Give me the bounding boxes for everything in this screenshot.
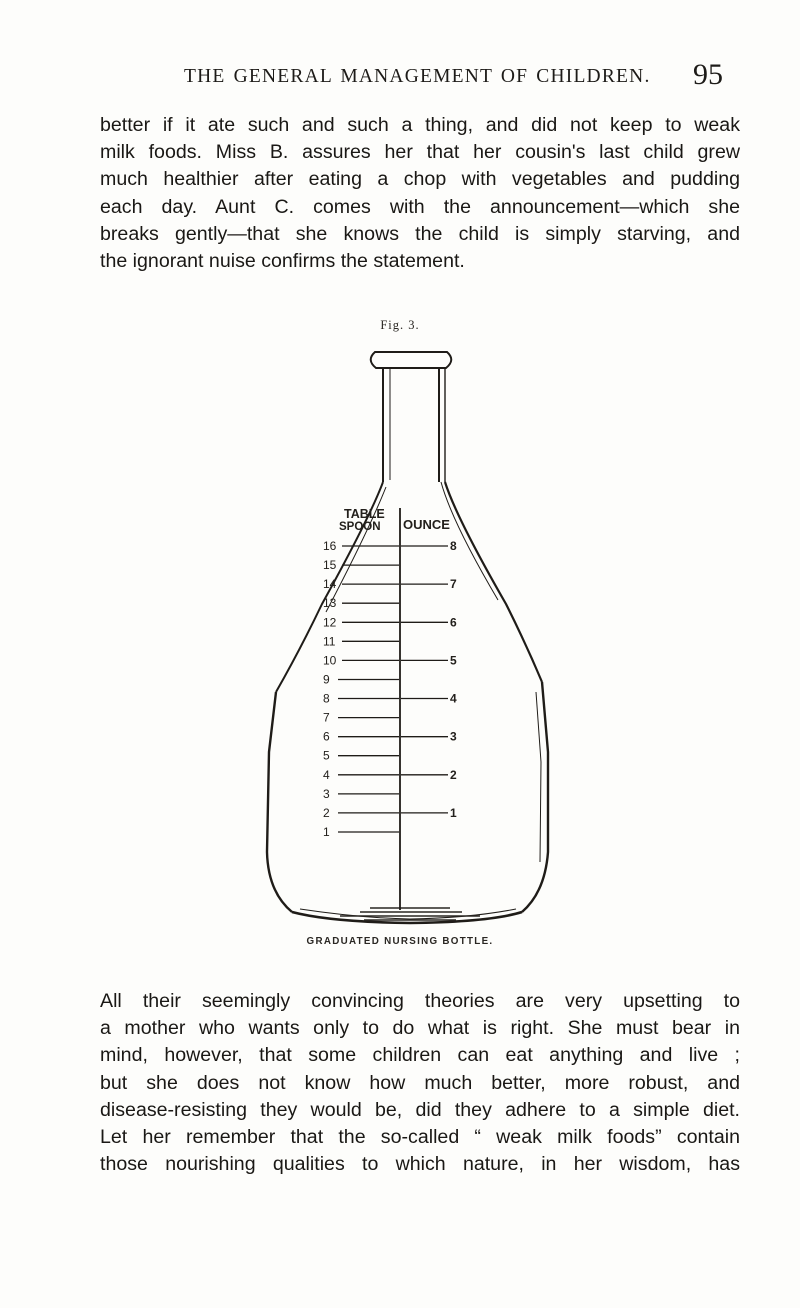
tablespoon-mark-label: 10: [323, 653, 337, 668]
ounce-mark-label: 6: [450, 615, 457, 630]
base-shading: [340, 908, 480, 920]
tablespoon-mark-label: 9: [323, 672, 330, 687]
tablespoon-mark-label: 5: [323, 748, 330, 763]
nursing-bottle-drawing: [240, 332, 560, 932]
text-line: milk foods. Miss B. assures her that her cousin's last child grew: [100, 141, 740, 164]
tablespoon-mark-label: 3: [323, 786, 330, 801]
paragraph-top: [100, 112, 740, 275]
tablespoon-mark-label: 15: [323, 558, 337, 573]
tablespoon-mark-label: 4: [323, 767, 330, 782]
running-head: THE GENERAL MANAGEMENT OF CHILDREN.: [184, 66, 651, 87]
ounce-mark-label: 3: [450, 729, 457, 744]
tablespoon-mark-label: 7: [323, 710, 330, 725]
tablespoon-mark-label: 16: [323, 539, 337, 553]
text-line: those nourishing qualities to which nature, in her wisdom, has: [100, 1153, 740, 1176]
bottle-outline: [267, 352, 548, 923]
text-line: the ignorant nuise confirms the statement.: [100, 250, 465, 273]
figure-caption: GRADUATED NURSING BOTTLE.: [306, 936, 494, 947]
text-line: mind, however, that some children can eat anything and live ;: [100, 1044, 740, 1067]
tablespoon-mark-label: 6: [323, 729, 330, 744]
tablespoon-mark-label: 13: [323, 596, 337, 611]
ounce-mark-label: 5: [450, 653, 457, 668]
ounce-mark-label: 7: [450, 577, 457, 592]
ounce-header: OUNCE: [403, 517, 450, 532]
tablespoon-header-1: TABLE: [344, 507, 385, 521]
text-line: better if it ate such and such a thing, and did not keep to weak: [100, 114, 740, 136]
tablespoon-mark-label: 12: [323, 615, 337, 630]
text-line: Let her remember that the so-called “ weak milk foods” contain: [100, 1126, 740, 1149]
ounce-mark-label: 8: [450, 539, 457, 553]
tablespoon-scale: [323, 539, 399, 839]
figure-label: Fig. 3.: [380, 318, 420, 332]
page-number: 95: [693, 58, 723, 91]
text-line: much healthier after eating a chop with vegetables and pudding: [100, 168, 740, 191]
tablespoon-mark-label: 8: [323, 691, 330, 706]
ounce-mark-label: 2: [450, 767, 457, 782]
ounce-mark-label: 1: [450, 805, 457, 820]
tablespoon-mark-label: 11: [323, 634, 336, 649]
text-line: All their seemingly convincing theories are very upsetting to: [100, 990, 740, 1012]
ounce-scale: [401, 539, 457, 820]
text-line: a mother who wants only to do what is right. She must bear in: [100, 1017, 740, 1040]
nursing-bottle-figure: [240, 332, 560, 932]
tablespoon-header-2: SPOON: [339, 521, 381, 533]
tablespoon-mark-label: 1: [323, 825, 330, 839]
text-line: each day. Aunt C. comes with the announcement—which she: [100, 195, 740, 218]
ounce-mark-label: 4: [450, 691, 457, 706]
text-line: breaks gently—that she knows the child is simply starving, and: [100, 222, 740, 245]
tablespoon-mark-label: 14: [323, 577, 337, 592]
text-line: but she does not know how much better, more robust, and: [100, 1071, 740, 1094]
paragraph-bottom: [100, 988, 740, 1178]
tablespoon-mark-label: 2: [323, 805, 330, 820]
text-line: disease-resisting they would be, did they adhere to a simple diet.: [100, 1098, 740, 1121]
